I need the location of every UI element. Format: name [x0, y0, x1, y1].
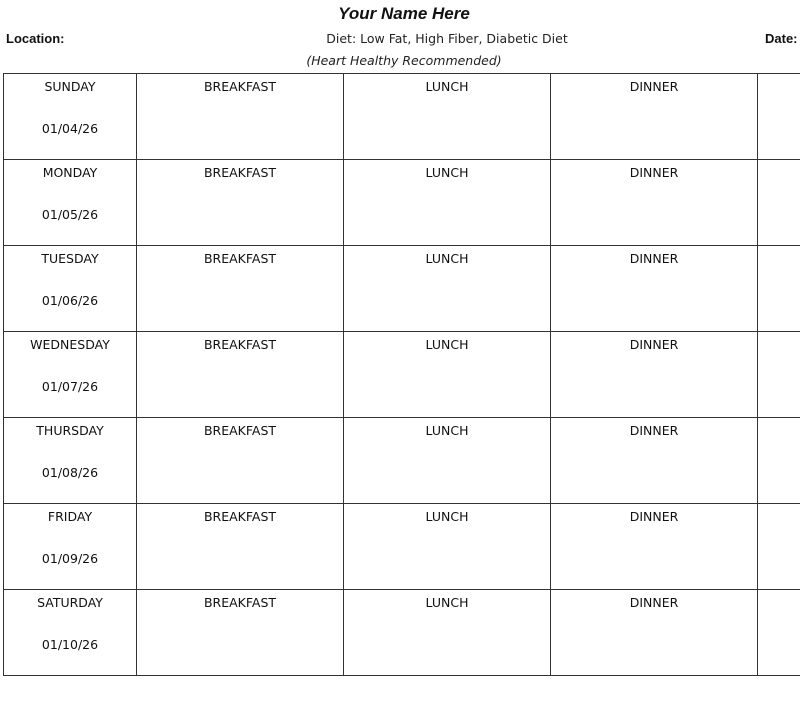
breakfast-label: BREAKFAST: [203, 423, 277, 438]
extra-cell[interactable]: [758, 74, 800, 159]
extra-cell[interactable]: [758, 504, 800, 589]
dinner-cell[interactable]: [551, 590, 758, 675]
day-cell: [4, 246, 137, 331]
table-row: [4, 590, 800, 676]
breakfast-cell[interactable]: [137, 160, 344, 245]
day-cell: [4, 160, 137, 245]
location-label: Location:: [6, 31, 65, 46]
diet-text: Diet: Low Fat, High Fiber, Diabetic Diet: [326, 31, 568, 46]
table-row: [4, 418, 800, 504]
breakfast-cell[interactable]: [137, 246, 344, 331]
dinner-cell[interactable]: [551, 332, 758, 417]
day-name: TUESDAY: [41, 251, 99, 266]
dinner-cell[interactable]: [551, 160, 758, 245]
dinner-cell[interactable]: [551, 74, 758, 159]
lunch-label: LUNCH: [425, 251, 469, 266]
day-name: SATURDAY: [37, 595, 103, 610]
day-date: 01/07/26: [41, 379, 99, 394]
day-cell: [4, 418, 137, 503]
lunch-label: LUNCH: [425, 509, 469, 524]
table-row: [4, 246, 800, 332]
breakfast-cell[interactable]: [137, 590, 344, 675]
breakfast-label: BREAKFAST: [203, 251, 277, 266]
day-date: 01/08/26: [41, 465, 99, 480]
dinner-label: DINNER: [629, 595, 679, 610]
breakfast-label: BREAKFAST: [203, 337, 277, 352]
table-row: [4, 332, 800, 418]
table-row: [4, 504, 800, 590]
dinner-label: DINNER: [629, 337, 679, 352]
day-name: SUNDAY: [44, 79, 96, 94]
lunch-label: LUNCH: [425, 337, 469, 352]
extra-cell[interactable]: [758, 418, 800, 503]
day-date: 01/04/26: [41, 121, 99, 136]
day-cell: [4, 74, 137, 159]
breakfast-cell[interactable]: [137, 332, 344, 417]
breakfast-cell[interactable]: [137, 74, 344, 159]
extra-cell[interactable]: [758, 246, 800, 331]
day-date: 01/05/26: [41, 207, 99, 222]
day-name: MONDAY: [42, 165, 98, 180]
breakfast-label: BREAKFAST: [203, 595, 277, 610]
dinner-cell[interactable]: [551, 246, 758, 331]
dinner-label: DINNER: [629, 79, 679, 94]
dinner-label: DINNER: [629, 251, 679, 266]
breakfast-label: BREAKFAST: [203, 509, 277, 524]
lunch-cell[interactable]: [344, 590, 551, 675]
dinner-label: DINNER: [629, 509, 679, 524]
breakfast-cell[interactable]: [137, 504, 344, 589]
lunch-label: LUNCH: [425, 79, 469, 94]
day-cell: [4, 504, 137, 589]
day-name: WEDNESDAY: [30, 337, 110, 352]
extra-cell[interactable]: [758, 332, 800, 417]
day-date: 01/09/26: [41, 551, 99, 566]
lunch-label: LUNCH: [425, 595, 469, 610]
heart-healthy-note: (Heart Healthy Recommended): [306, 53, 502, 68]
day-name: FRIDAY: [47, 509, 93, 524]
table-row: [4, 160, 800, 246]
dinner-label: DINNER: [629, 423, 679, 438]
table-row: [4, 74, 800, 160]
day-date: 01/10/26: [41, 637, 99, 652]
breakfast-label: BREAKFAST: [203, 165, 277, 180]
day-name: THURSDAY: [36, 423, 104, 438]
meal-plan-table: [3, 73, 800, 676]
extra-cell[interactable]: [758, 590, 800, 675]
dinner-cell[interactable]: [551, 418, 758, 503]
day-date: 01/06/26: [41, 293, 99, 308]
day-cell: [4, 332, 137, 417]
breakfast-cell[interactable]: [137, 418, 344, 503]
lunch-label: LUNCH: [425, 165, 469, 180]
lunch-cell[interactable]: [344, 332, 551, 417]
breakfast-label: BREAKFAST: [203, 79, 277, 94]
lunch-cell[interactable]: [344, 246, 551, 331]
extra-cell[interactable]: [758, 160, 800, 245]
lunch-label: LUNCH: [425, 423, 469, 438]
lunch-cell[interactable]: [344, 74, 551, 159]
lunch-cell[interactable]: [344, 418, 551, 503]
date-label: Date:: [765, 31, 798, 46]
page-title: Your Name Here: [338, 4, 470, 23]
day-cell: [4, 590, 137, 675]
dinner-cell[interactable]: [551, 504, 758, 589]
lunch-cell[interactable]: [344, 504, 551, 589]
lunch-cell[interactable]: [344, 160, 551, 245]
dinner-label: DINNER: [629, 165, 679, 180]
